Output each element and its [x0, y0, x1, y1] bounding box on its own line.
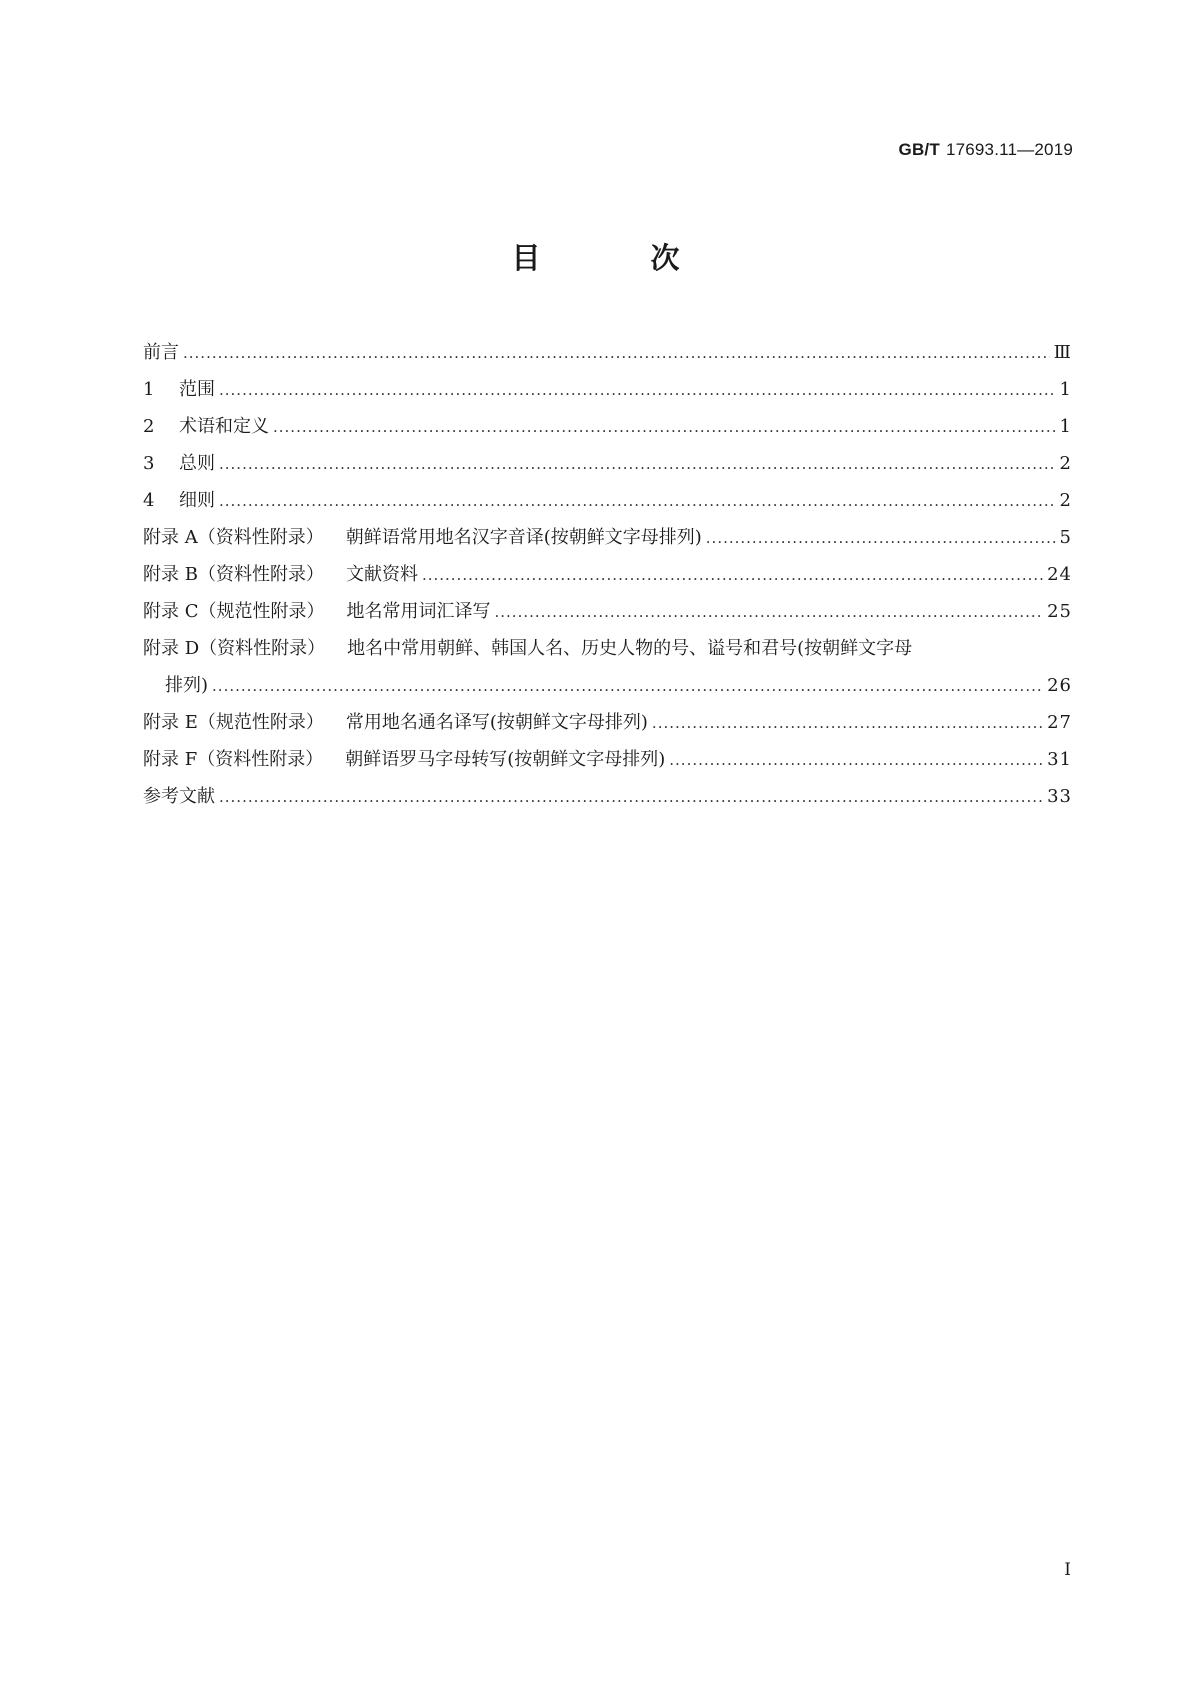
toc-entry-title: 朝鲜语罗马字母转写(按朝鲜文字母排列) — [345, 749, 666, 770]
toc-entry-title: 文献资料 — [345, 564, 418, 585]
toc-entry-appendix-label: 附录 B（资料性附录） — [143, 564, 324, 585]
toc-entry[interactable] — [143, 560, 1072, 597]
toc-entry-title: 地名常用词汇译写 — [346, 601, 491, 622]
toc-entry-page: 27 — [1047, 712, 1072, 733]
page-title: 目 次 — [511, 241, 730, 275]
toc-leader-dots — [219, 381, 1056, 399]
toc-entry-page: 2 — [1059, 453, 1072, 474]
toc-entry-page: 26 — [1047, 675, 1072, 696]
toc-entry[interactable] — [143, 523, 1072, 560]
toc-entry-title: 朝鲜语常用地名汉字音译(按朝鲜文字母排列) — [345, 527, 702, 548]
toc-entry-title: 术语和定义 — [179, 416, 269, 437]
toc-leader-dots — [706, 529, 1056, 547]
standard-code — [899, 140, 1073, 160]
toc-leader-dots — [219, 455, 1056, 473]
toc-entry-title: 地名中常用朝鲜、韩国人名、历史人物的号、谥号和君号(按朝鲜文字母 — [347, 638, 913, 659]
toc-entry-page: 25 — [1047, 601, 1072, 622]
toc-entry-title: 常用地名通名译写(按朝鲜文字母排列) — [345, 712, 648, 733]
toc-leader-dots — [219, 788, 1043, 806]
table-of-contents — [143, 338, 1072, 819]
toc-entry-title: 前言 — [143, 342, 179, 363]
toc-entry-page: 5 — [1059, 527, 1072, 548]
toc-entry[interactable] — [143, 597, 1072, 634]
toc-leader-dots — [669, 751, 1043, 769]
toc-leader-dots — [652, 714, 1043, 732]
toc-entry[interactable] — [143, 671, 1072, 708]
toc-entry-title: 总则 — [179, 453, 215, 474]
toc-entry-appendix-label: 附录 E（规范性附录） — [143, 712, 324, 733]
toc-entry-title: 细则 — [179, 490, 215, 511]
toc-entry-number: 1 — [143, 379, 155, 400]
toc-entry-page: 2 — [1059, 490, 1072, 511]
toc-entry[interactable] — [143, 634, 1072, 671]
toc-leader-dots — [219, 492, 1056, 510]
toc-entry-number: 3 — [143, 453, 155, 474]
toc-leader-dots — [183, 344, 1050, 362]
toc-entry-page: 24 — [1047, 564, 1072, 585]
toc-entry[interactable] — [143, 338, 1072, 375]
toc-entry[interactable] — [143, 375, 1072, 412]
toc-entry-page: 1 — [1059, 416, 1072, 437]
toc-entry-appendix-label: 附录 C（规范性附录） — [143, 601, 325, 622]
toc-entry-appendix-label: 附录 D（资料性附录） — [143, 638, 326, 659]
toc-entry[interactable] — [143, 745, 1072, 782]
toc-entry[interactable] — [143, 486, 1072, 523]
toc-entry-title: 排列) — [165, 675, 209, 696]
toc-entry-number: 4 — [143, 490, 155, 511]
toc-entry-page: 1 — [1059, 379, 1072, 400]
page-number: Ⅰ — [1064, 1560, 1071, 1580]
standard-number: 17693.11—2019 — [945, 140, 1073, 159]
toc-entry-title: 参考文献 — [143, 786, 215, 807]
standard-prefix: GB/T — [898, 140, 940, 159]
toc-entry-appendix-label: 附录 F（资料性附录） — [143, 749, 324, 770]
toc-leader-dots — [495, 603, 1044, 621]
toc-leader-dots — [422, 566, 1043, 584]
toc-entry-page: Ⅲ — [1053, 342, 1072, 363]
toc-leader-dots — [212, 677, 1043, 695]
toc-entry-appendix-label: 附录 A（资料性附录） — [143, 527, 324, 548]
toc-entry-title: 范围 — [179, 379, 215, 400]
toc-entry-page: 33 — [1047, 786, 1072, 807]
toc-entry-number: 2 — [143, 416, 155, 437]
toc-leader-dots — [273, 418, 1056, 436]
toc-entry-page: 31 — [1047, 749, 1072, 770]
toc-entry[interactable] — [143, 449, 1072, 486]
toc-entry[interactable] — [143, 782, 1072, 819]
toc-entry[interactable] — [143, 708, 1072, 745]
toc-entry[interactable] — [143, 412, 1072, 449]
